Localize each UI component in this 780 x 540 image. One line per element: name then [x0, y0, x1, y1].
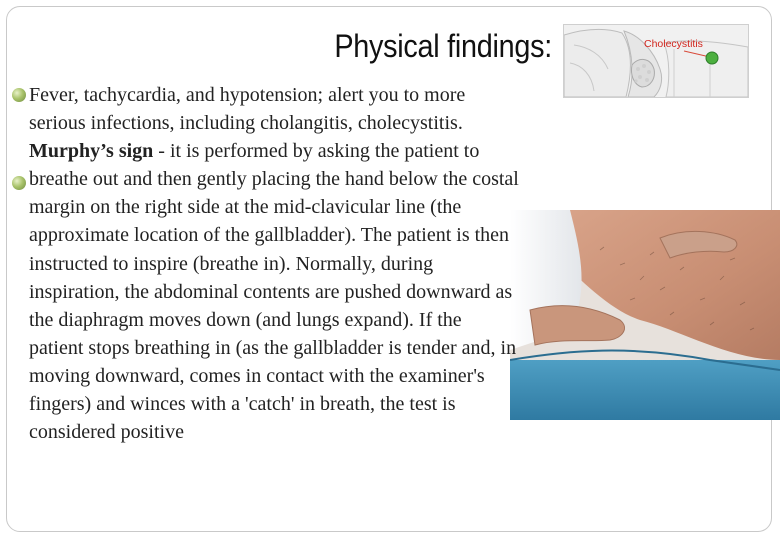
cholecystitis-diagram	[563, 24, 749, 98]
slide-title: Physical findings:	[334, 28, 552, 64]
bullet-marker	[12, 88, 26, 102]
liver-gallbladder-illustration	[564, 25, 748, 97]
abdominal-palpation-photo	[510, 210, 780, 420]
gallbladder-marker	[706, 52, 718, 64]
bullet-marker	[12, 176, 26, 190]
bullet-item-fever	[29, 81, 519, 137]
diagram-label: Cholecystitis	[644, 38, 703, 50]
bullet-text: Fever, tachycardia, and hypotension; alert you to more serious infections, including cholangitis, cholecystitis.	[29, 84, 466, 135]
murphys-sign-photo	[510, 210, 780, 420]
bullet-item-murphys-sign	[29, 137, 519, 446]
bullet-text: - it is performed by asking the patient to breathe out and then gently placing the hand below the costal margin on the right side at the mid-clavicular line (the approximate location of the gallbladder). The patient is then instructed to inspire (breathe in). Normally, during inspiration, the abdominal contents are pushed downward as the diaphragm moves down (and lungs expand). If the patient stops breathing in (as the gallbladder is tender and, in moving downward, comes in contact with the examiner's fingers) and winces with a 'catch' in breath, the test is considered positive	[29, 140, 519, 444]
bullet-term: Murphy’s sign	[29, 140, 154, 163]
bullet-list	[29, 81, 519, 446]
